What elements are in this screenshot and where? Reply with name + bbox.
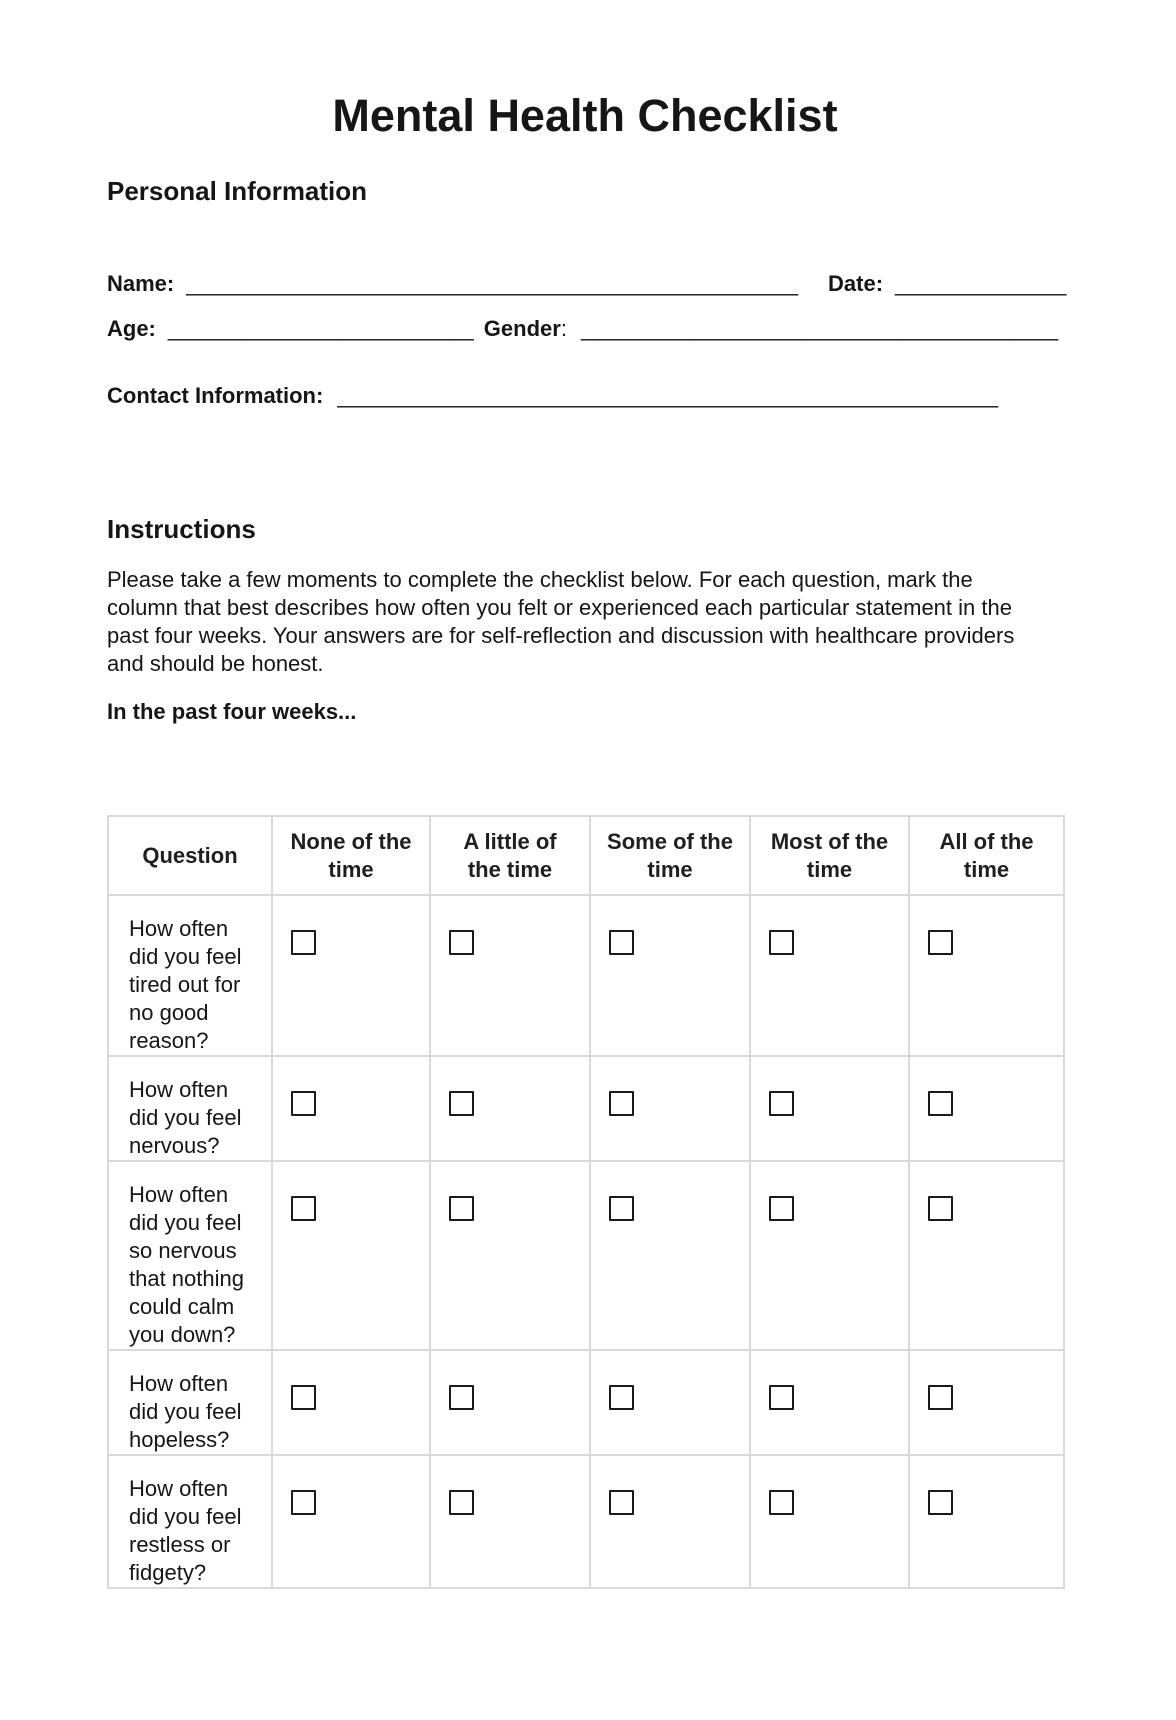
checkbox[interactable] — [928, 1196, 953, 1221]
checkbox[interactable] — [449, 930, 474, 955]
contact-row — [107, 382, 1063, 410]
checkbox[interactable] — [609, 1385, 634, 1410]
checkbox-cell — [909, 895, 1064, 1056]
checkbox-cell — [750, 1350, 909, 1455]
checkbox[interactable] — [769, 1385, 794, 1410]
instructions-heading: Instructions — [107, 514, 256, 544]
column-header-question: Question — [108, 816, 272, 895]
question-text: How often did you feel nervous? — [108, 1056, 272, 1161]
checkbox-cell — [909, 1056, 1064, 1161]
column-header-a-little-of-the-time: A little of the time — [430, 816, 590, 895]
checkbox-cell — [909, 1350, 1064, 1455]
question-text: How often did you feel hopeless? — [108, 1350, 272, 1455]
personal-information-heading: Personal Information — [107, 176, 368, 206]
checkbox-cell — [272, 1350, 430, 1455]
checkbox[interactable] — [769, 930, 794, 955]
age-label: Age: — [107, 316, 156, 341]
age-fill-line[interactable]: _________________________ — [167, 316, 474, 341]
checkbox-cell — [590, 1455, 750, 1588]
gender-fill-line[interactable]: _______________________________________ — [580, 316, 1059, 341]
checkbox-cell — [430, 1161, 590, 1350]
checkbox[interactable] — [291, 1091, 316, 1116]
instructions-paragraph: Please take a few moments to complete the checklist below. For each question, mark the column that best describes how often you felt or experienced each particular statement in the past four weeks. Your answers are for self-reflection and discussion with healthcare providers and should be honest. — [107, 567, 1015, 676]
checkbox-cell — [909, 1455, 1064, 1588]
checkbox[interactable] — [769, 1490, 794, 1515]
checkbox-cell — [430, 895, 590, 1056]
checkbox-cell — [430, 1350, 590, 1455]
gender-label: Gender — [483, 316, 561, 341]
checkbox-cell — [590, 1056, 750, 1161]
checkbox[interactable] — [291, 1385, 316, 1410]
name-fill-line[interactable]: __________________________________________________ — [186, 271, 799, 296]
checkbox[interactable] — [928, 1385, 953, 1410]
checkbox-cell — [430, 1455, 590, 1588]
column-header-most-of-the-time: Most of the time — [750, 816, 909, 895]
column-header-none-of-the-time: None of the time — [272, 816, 430, 895]
checkbox[interactable] — [769, 1196, 794, 1221]
checkbox[interactable] — [928, 930, 953, 955]
checkbox-cell — [590, 1350, 750, 1455]
checkbox-cell — [272, 1455, 430, 1588]
date-fill-line[interactable]: ______________ — [895, 271, 1067, 296]
checkbox-cell — [272, 1056, 430, 1161]
past-four-weeks-subheading: In the past four weeks... — [107, 699, 357, 724]
question-text: How often did you feel tired out for no good reason? — [108, 895, 272, 1056]
checklist-table — [107, 815, 1065, 1589]
checkbox[interactable] — [609, 1490, 634, 1515]
checkbox-cell — [909, 1161, 1064, 1350]
checkbox[interactable] — [291, 1490, 316, 1515]
name-date-row — [107, 270, 1067, 298]
table-row — [108, 1161, 1064, 1350]
gender-colon: : — [560, 316, 567, 341]
checkbox[interactable] — [928, 1091, 953, 1116]
question-text: How often did you feel restless or fidgety? — [108, 1455, 272, 1588]
contact-information-label: Contact Information: — [107, 383, 324, 408]
checkbox-cell — [750, 895, 909, 1056]
header-row — [108, 816, 1064, 895]
table-row — [108, 1056, 1064, 1161]
checkbox[interactable] — [449, 1385, 474, 1410]
checkbox-cell — [272, 895, 430, 1056]
checkbox[interactable] — [291, 930, 316, 955]
checkbox-cell — [590, 895, 750, 1056]
checkbox-cell — [750, 1056, 909, 1161]
checkbox[interactable] — [609, 1091, 634, 1116]
contact-fill-line[interactable]: ______________________________________________________ — [337, 383, 999, 408]
checkbox[interactable] — [449, 1091, 474, 1116]
checkbox[interactable] — [769, 1091, 794, 1116]
table-row — [108, 895, 1064, 1056]
checkbox[interactable] — [291, 1196, 316, 1221]
checkbox[interactable] — [928, 1490, 953, 1515]
checkbox-cell — [272, 1161, 430, 1350]
question-text: How often did you feel so nervous that nothing could calm you down? — [108, 1161, 272, 1350]
checklist-table-header — [108, 816, 1064, 895]
checkbox[interactable] — [449, 1196, 474, 1221]
checkbox-cell — [750, 1455, 909, 1588]
checkbox[interactable] — [609, 1196, 634, 1221]
table-row — [108, 1455, 1064, 1588]
checkbox-cell — [590, 1161, 750, 1350]
checkbox-cell — [750, 1161, 909, 1350]
checkbox[interactable] — [609, 930, 634, 955]
checkbox[interactable] — [449, 1490, 474, 1515]
date-label: Date: — [828, 271, 884, 296]
page-title: Mental Health Checklist — [332, 90, 838, 141]
table-row — [108, 1350, 1064, 1455]
column-header-some-of-the-time: Some of the time — [590, 816, 750, 895]
checkbox-cell — [430, 1056, 590, 1161]
age-gender-row — [107, 315, 1063, 343]
document-page — [0, 90, 1176, 1589]
name-label: Name: — [107, 271, 175, 296]
column-header-all-of-the-time: All of the time — [909, 816, 1064, 895]
